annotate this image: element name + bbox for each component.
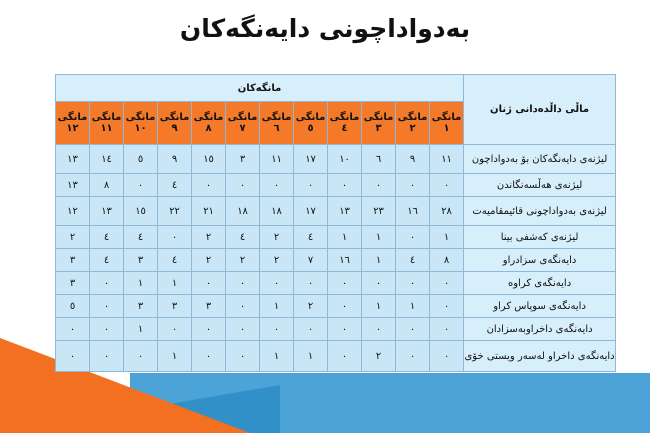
table-cell: ٠ xyxy=(396,341,430,372)
table-cell: ٠ xyxy=(328,272,362,295)
table-cell: ٠ xyxy=(158,226,192,249)
table-cell: ٠ xyxy=(328,318,362,341)
table-cell: ٠ xyxy=(362,318,396,341)
table-cell: ١٣ xyxy=(90,197,124,226)
table-cell: ١٣ xyxy=(328,197,362,226)
table-cell: ٠ xyxy=(260,272,294,295)
row-label: دایەنگەی داخراو لەسەر ویستی خۆی xyxy=(464,341,616,372)
table-cell: ٢١ xyxy=(192,197,226,226)
month-header: مانگی ٩ xyxy=(158,102,192,145)
table-cell: ١ xyxy=(124,318,158,341)
table-cell: ٠ xyxy=(430,295,464,318)
table-cell: ٢ xyxy=(192,226,226,249)
table-cell: ١٧ xyxy=(294,145,328,174)
table-cell: ٤ xyxy=(158,174,192,197)
month-header: مانگی ١٠ xyxy=(124,102,158,145)
table-cell: ٠ xyxy=(328,174,362,197)
table-cell: ٠ xyxy=(294,174,328,197)
row-label: لیژنەی هەڵسەنگاندن xyxy=(464,174,616,197)
table-cell: ١ xyxy=(260,341,294,372)
month-header: مانگی ٦ xyxy=(260,102,294,145)
table-cell: ١١ xyxy=(430,145,464,174)
table-cell: ٢ xyxy=(226,249,260,272)
table-cell: ٠ xyxy=(226,295,260,318)
table-cell: ٤ xyxy=(396,249,430,272)
table-cell: ٠ xyxy=(396,226,430,249)
table-cell: ١ xyxy=(430,226,464,249)
table-cell: ١٥ xyxy=(124,197,158,226)
table-cell: ٢٢ xyxy=(158,197,192,226)
table-cell: ٤ xyxy=(226,226,260,249)
table-cell: ٢ xyxy=(260,226,294,249)
month-header: مانگی ٥ xyxy=(294,102,328,145)
table-cell: ٣ xyxy=(192,295,226,318)
table-row xyxy=(56,226,616,249)
table-cell: ١٦ xyxy=(328,249,362,272)
table-row xyxy=(56,295,616,318)
table-cell: ٠ xyxy=(90,341,124,372)
month-header: مانگی ٤ xyxy=(328,102,362,145)
table-cell: ٠ xyxy=(90,318,124,341)
table-cell: ٠ xyxy=(124,174,158,197)
table-cell: ١٣ xyxy=(56,145,90,174)
table-cell: ٢٨ xyxy=(430,197,464,226)
table-row xyxy=(56,272,616,295)
table-cell: ١١ xyxy=(260,145,294,174)
table-cell: ٧ xyxy=(294,249,328,272)
month-header: مانگی ٧ xyxy=(226,102,260,145)
row-label: لیژنەی دایەنگەکان بۆ بەدواداچون xyxy=(464,145,616,174)
table-cell: ٣ xyxy=(56,249,90,272)
table-cell: ٣ xyxy=(226,145,260,174)
month-header: مانگی ١٢ xyxy=(56,102,90,145)
table-cell: ٩ xyxy=(396,145,430,174)
table-row xyxy=(56,197,616,226)
table-cell: ١٥ xyxy=(192,145,226,174)
table-cell: ٠ xyxy=(56,318,90,341)
table-cell: ٤ xyxy=(90,249,124,272)
table-cell: ٠ xyxy=(56,341,90,372)
table-cell: ٢ xyxy=(56,226,90,249)
row-label: دایەنگەی داخراوبەسزادان xyxy=(464,318,616,341)
month-header: مانگی ٣ xyxy=(362,102,396,145)
table-cell: ٣ xyxy=(158,295,192,318)
table-cell: ١ xyxy=(158,341,192,372)
month-header: مانگی ٢ xyxy=(396,102,430,145)
table-cell: ٠ xyxy=(158,318,192,341)
table-cell: ٨ xyxy=(430,249,464,272)
row-label: دایەنگەی سزادراو xyxy=(464,249,616,272)
table-cell: ٠ xyxy=(430,272,464,295)
table-cell: ١ xyxy=(362,226,396,249)
table-cell: ٠ xyxy=(226,318,260,341)
table-cell: ٠ xyxy=(294,272,328,295)
table-cell: ٢ xyxy=(362,341,396,372)
table-cell: ٠ xyxy=(90,272,124,295)
table-cell: ٠ xyxy=(430,341,464,372)
table-cell: ٣ xyxy=(124,295,158,318)
table-cell: ٠ xyxy=(226,174,260,197)
table-cell: ٠ xyxy=(362,272,396,295)
months-group-header: مانگەکان xyxy=(56,75,464,102)
table-cell: ٠ xyxy=(260,318,294,341)
table-cell: ٢ xyxy=(294,295,328,318)
month-header: مانگی ١ xyxy=(430,102,464,145)
table-cell: ٠ xyxy=(226,341,260,372)
table-cell: ١ xyxy=(124,272,158,295)
table-cell: ٠ xyxy=(396,318,430,341)
table-cell: ٢ xyxy=(192,249,226,272)
table-cell: ٦ xyxy=(362,145,396,174)
table-row xyxy=(56,249,616,272)
table-cell: ٠ xyxy=(396,272,430,295)
table-row xyxy=(56,174,616,197)
table-cell: ٨ xyxy=(90,174,124,197)
table-cell: ٠ xyxy=(362,174,396,197)
table-row xyxy=(56,145,616,174)
table-row xyxy=(56,341,616,372)
table-cell: ١ xyxy=(328,226,362,249)
table-cell: ٠ xyxy=(90,295,124,318)
row-label: لیژنەی بەدواداچونی قائیمقامیەت xyxy=(464,197,616,226)
table-cell: ٥ xyxy=(56,295,90,318)
table-cell: ١ xyxy=(396,295,430,318)
table-cell: ١٣ xyxy=(56,174,90,197)
table-cell: ٠ xyxy=(192,341,226,372)
table-cell: ١ xyxy=(158,272,192,295)
table-cell: ٠ xyxy=(192,272,226,295)
table-cell: ٤ xyxy=(124,226,158,249)
row-label: دایەنگەی کراوە xyxy=(464,272,616,295)
table-cell: ٠ xyxy=(260,174,294,197)
table-cell: ٤ xyxy=(90,226,124,249)
table-cell: ١ xyxy=(294,341,328,372)
table-cell: ٠ xyxy=(226,272,260,295)
table-cell: ١٨ xyxy=(226,197,260,226)
table-cell: ١٦ xyxy=(396,197,430,226)
corner-header: ماڵی داڵدەدانی ژنان xyxy=(464,75,616,145)
table-cell: ١ xyxy=(362,249,396,272)
table-cell: ١٠ xyxy=(328,145,362,174)
row-label: دایەنگەی سوپاس کراو xyxy=(464,295,616,318)
table-cell: ٣ xyxy=(124,249,158,272)
table-row xyxy=(56,318,616,341)
table-cell: ٠ xyxy=(328,341,362,372)
table-cell: ٣ xyxy=(56,272,90,295)
table-cell: ٥ xyxy=(124,145,158,174)
table-cell: ٠ xyxy=(192,174,226,197)
table-cell: ٢ xyxy=(260,249,294,272)
table-cell: ٠ xyxy=(396,174,430,197)
table-cell: ٠ xyxy=(294,318,328,341)
row-label: لیژنەی کەشفی بینا xyxy=(464,226,616,249)
page-title: بەدواداچونی دایەنگەکان xyxy=(179,14,471,43)
table-cell: ٠ xyxy=(430,318,464,341)
table-cell: ٠ xyxy=(192,318,226,341)
data-table xyxy=(55,74,616,372)
table-cell: ١ xyxy=(362,295,396,318)
month-header: مانگی ٨ xyxy=(192,102,226,145)
table-cell: ١ xyxy=(260,295,294,318)
table-cell: ١٤ xyxy=(90,145,124,174)
table-cell: ٠ xyxy=(430,174,464,197)
table-cell: ٠ xyxy=(328,295,362,318)
table-cell: ٩ xyxy=(158,145,192,174)
table-cell: ٢٣ xyxy=(362,197,396,226)
table-cell: ٠ xyxy=(124,341,158,372)
month-header: مانگی ١١ xyxy=(90,102,124,145)
table-cell: ١٨ xyxy=(260,197,294,226)
table-cell: ١٢ xyxy=(56,197,90,226)
table-cell: ١٧ xyxy=(294,197,328,226)
table-cell: ٤ xyxy=(158,249,192,272)
table-cell: ٤ xyxy=(294,226,328,249)
